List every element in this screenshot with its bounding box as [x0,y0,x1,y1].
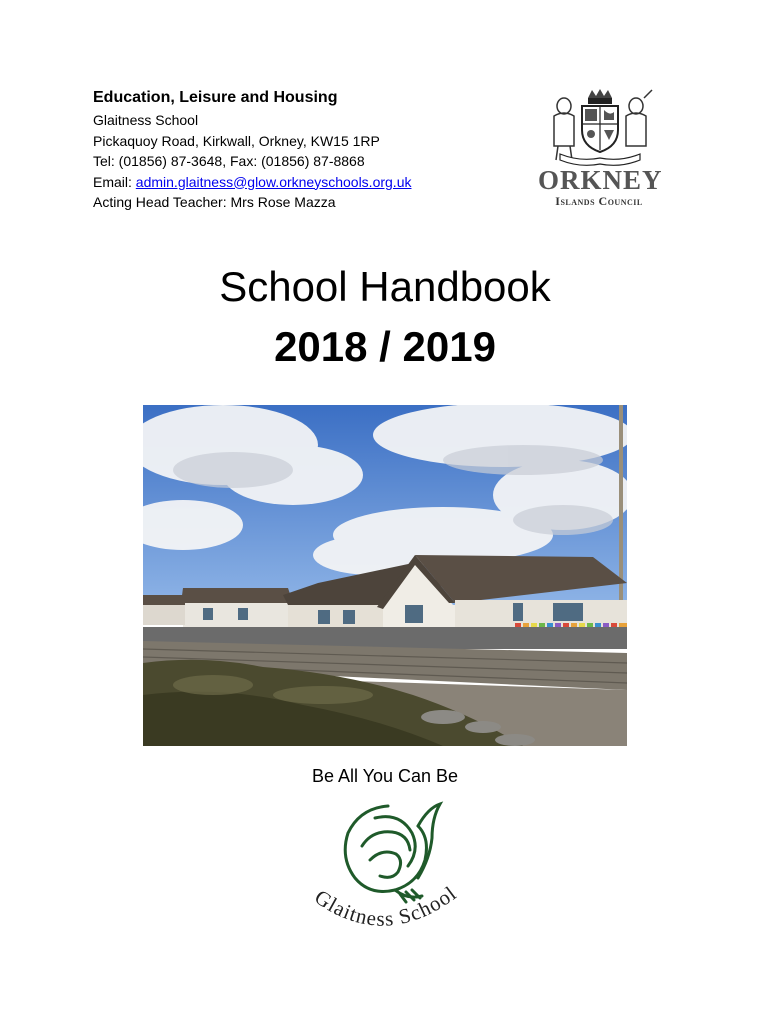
email-label: Email: [93,173,136,190]
council-crest-icon [540,88,660,168]
school-name: Glaitness School [93,112,199,128]
phone-fax: Tel: (01856) 87-3648, Fax: (01856) 87-8868 [93,153,365,169]
school-logo-text: Glaitness School [310,880,462,931]
council-subtitle: Islands Council [555,194,643,208]
handbook-title: School Handbook [219,263,551,310]
school-building-photo [143,405,627,746]
handbook-year: 2018 / 2019 [274,323,496,370]
email-line [93,172,493,193]
wave-bird-logo-icon [300,798,475,948]
school-motto: Be All You Can Be [311,766,459,786]
email-link[interactable]: admin.glaitness@glow.orkneyschools.org.uk [135,173,412,190]
department-name: Education, Leisure and Housing [93,89,338,106]
council-name: ORKNEY [538,165,663,195]
letterhead [93,88,493,213]
head-teacher: Acting Head Teacher: Mrs Rose Mazza [93,194,336,210]
glaitness-school-logo [300,798,475,948]
school-address: Pickaquoy Road, Kirkwall, Orkney, KW15 1RP [93,132,380,149]
